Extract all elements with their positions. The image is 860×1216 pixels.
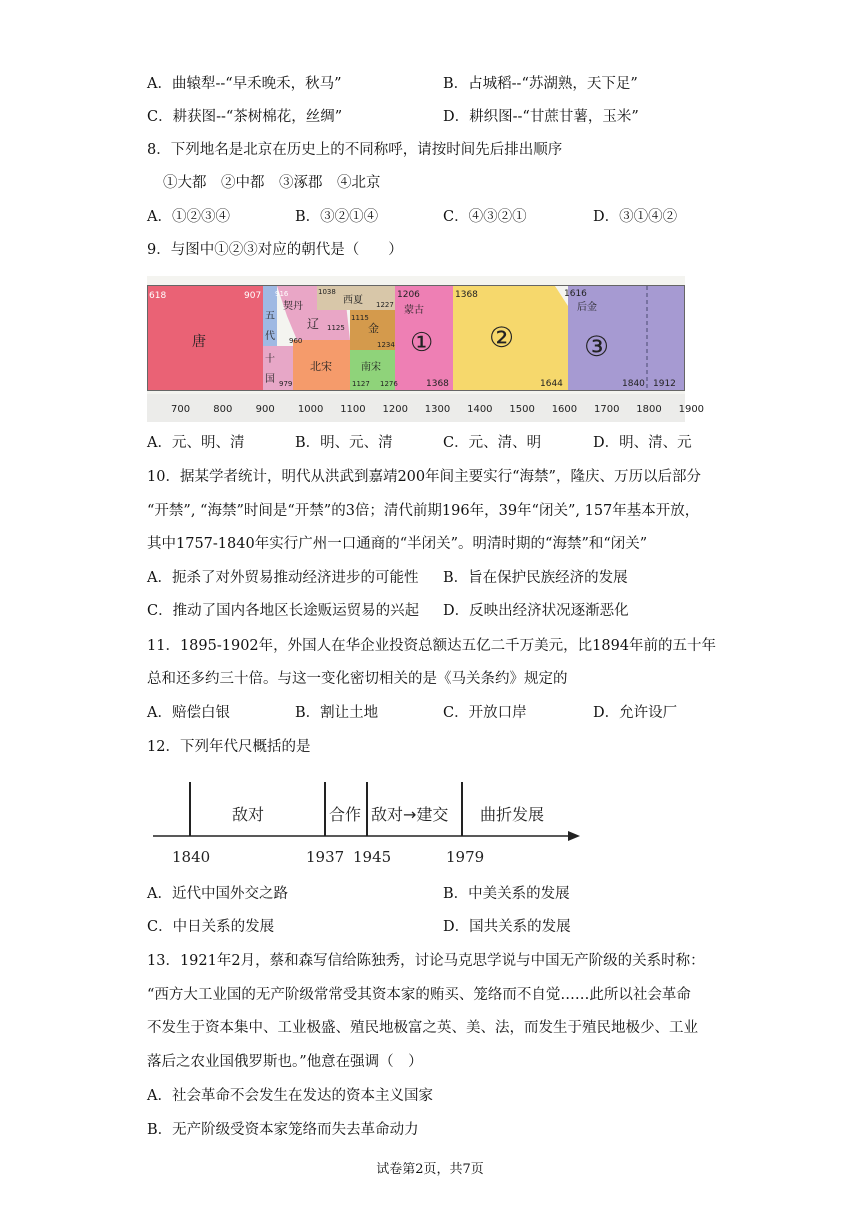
q12-stem: 12．下列年代尺概括的是 bbox=[147, 739, 311, 755]
year-1125: 1125 bbox=[327, 324, 345, 332]
q11-stem-line-1: 11．1895-1902年，外国人在华企业投资总额达五亿二千万美元，比1894年前的五十年 bbox=[147, 638, 717, 654]
year-1115: 1115 bbox=[351, 314, 369, 322]
q8-option-c: C．④③②① bbox=[443, 209, 527, 225]
period-2-label: 合作 bbox=[329, 805, 362, 824]
axis-tick-1100: 1100 bbox=[340, 404, 366, 415]
dynasty-timeline-figure bbox=[147, 276, 705, 422]
axis-tick-700: 700 bbox=[171, 404, 191, 415]
q9-option-a: A．元、明、清 bbox=[147, 435, 245, 451]
q13-stem-line-3: 不发生于资本集中、工业极盛、殖民地极富之英、美、法，而发生于殖民地极少、工业 bbox=[147, 1020, 698, 1036]
q11-stem-line-2: 总和还多约三十倍。与这一变化密切相关的是《马关条约》规定的 bbox=[147, 671, 568, 687]
q12-option-a: A．近代中国外交之路 bbox=[147, 886, 288, 902]
year-960: 960 bbox=[289, 337, 303, 345]
year-1368-b: 1368 bbox=[455, 290, 478, 300]
page-footer: 试卷第2页，共7页 bbox=[376, 1162, 484, 1177]
year-1840-label: 1840 bbox=[172, 848, 211, 866]
year-1979-label: 1979 bbox=[446, 848, 485, 866]
label-circle-3: ③ bbox=[584, 330, 610, 363]
q8-stem: 8．下列地名是北京在历史上的不同称呼，请按时间先后排出顺序 bbox=[147, 142, 563, 158]
axis-tick-1500: 1500 bbox=[509, 404, 535, 415]
axis-tick-1700: 1700 bbox=[594, 404, 620, 415]
q9-option-b: B．明、元、清 bbox=[295, 435, 393, 451]
year-979: 979 bbox=[279, 380, 293, 388]
axis-tick-1000: 1000 bbox=[297, 404, 324, 415]
period-3-label: 敌对→建交 bbox=[371, 805, 449, 824]
q10-option-b: B．旨在保护民族经济的发展 bbox=[443, 570, 628, 586]
label-jin: 金 bbox=[368, 322, 379, 335]
q11-option-d: D．允许设厂 bbox=[593, 705, 678, 721]
q7-option-a: A．曲辕犁--“早禾晚禾，秋马” bbox=[147, 76, 342, 92]
year-916: 916 bbox=[275, 290, 289, 298]
year-1840: 1840 bbox=[622, 379, 645, 389]
year-618: 618 bbox=[149, 291, 167, 301]
label-wudai-2: 代 bbox=[265, 331, 275, 342]
period-1-label: 敌对 bbox=[232, 805, 265, 824]
label-shiguo-2: 国 bbox=[265, 374, 275, 385]
year-1644: 1644 bbox=[540, 379, 563, 389]
year-1912: 1912 bbox=[653, 379, 676, 389]
q9-option-c: C．元、清、明 bbox=[443, 435, 542, 451]
q8-option-d: D．③①④② bbox=[593, 209, 678, 225]
q13-option-b: B．无产阶级受资本家笼络而失去革命动力 bbox=[147, 1122, 419, 1138]
q8-option-b: B．③②①④ bbox=[295, 209, 379, 225]
axis-tick-800: 800 bbox=[213, 404, 233, 415]
axis-tick-1600: 1600 bbox=[551, 404, 578, 415]
q7-option-c: C．耕获图--“茶树棉花，丝绸” bbox=[147, 109, 343, 125]
year-1276: 1276 bbox=[380, 380, 398, 388]
q13-stem-line-2: “西方大工业国的无产阶级常常受其资本家的贿买、笼络而不自觉……此所以社会革命 bbox=[147, 987, 691, 1003]
q10-stem-line-1: 10．据某学者统计，明代从洪武到嘉靖200年间主要实行“海禁”，隆庆、万历以后部分 bbox=[147, 469, 701, 485]
axis-tick-900: 900 bbox=[255, 404, 275, 415]
axis-tick-1200: 1200 bbox=[382, 404, 408, 415]
q13-stem-line-4: 落后之农业国俄罗斯也。”他意在强调（ ） bbox=[147, 1054, 423, 1070]
label-menggu: 蒙古 bbox=[404, 305, 424, 316]
label-circle-1: ① bbox=[410, 328, 434, 358]
label-nansong: 南宋 bbox=[361, 362, 381, 373]
year-1616: 1616 bbox=[564, 289, 587, 299]
label-tang: 唐 bbox=[192, 334, 206, 350]
year-1368-a: 1368 bbox=[426, 379, 449, 389]
label-beisong: 北宋 bbox=[310, 360, 332, 373]
axis-tick-1900: 1900 bbox=[678, 404, 705, 415]
q13-option-a: A．社会革命不会发生在发达的资本主义国家 bbox=[147, 1088, 433, 1104]
q10-stem-line-2: “开禁”, “海禁”时间是“开禁”的3倍；清代前期196年，39年“闭关”, 157年基本开放， bbox=[147, 503, 700, 519]
q10-option-d: D．反映出经济状况逐渐恶化 bbox=[443, 603, 629, 619]
label-xixia: 西夏 bbox=[343, 295, 363, 306]
year-1945-label: 1945 bbox=[353, 848, 392, 866]
year-1227: 1227 bbox=[376, 301, 394, 309]
label-qidan: 契丹 bbox=[283, 301, 303, 312]
q12-option-d: D．国共关系的发展 bbox=[443, 919, 571, 935]
year-1038: 1038 bbox=[318, 288, 336, 296]
q12-option-c: C．中日关系的发展 bbox=[147, 919, 275, 935]
q13-stem-line-1: 13．1921年2月，蔡和森写信给陈独秀，讨论马克思学说与中国无产阶级的关系时称： bbox=[147, 953, 705, 969]
year-1127: 1127 bbox=[352, 380, 370, 388]
label-houjin: 后金 bbox=[577, 302, 597, 313]
q11-option-c: C．开放口岸 bbox=[443, 705, 527, 721]
label-circle-2: ② bbox=[489, 321, 515, 354]
q9-stem: 9．与图中①②③对应的朝代是（ ） bbox=[147, 242, 403, 258]
year-1937-label: 1937 bbox=[306, 848, 345, 866]
year-1234: 1234 bbox=[377, 341, 395, 349]
q10-stem-line-3: 其中1757-1840年实行广州一口通商的“半闭关”。明清时期的“海禁”和“闭关” bbox=[147, 536, 648, 552]
q11-option-b: B．割让土地 bbox=[295, 705, 379, 721]
year-907: 907 bbox=[244, 291, 262, 301]
label-liao: 辽 bbox=[307, 317, 320, 331]
axis-tick-1800: 1800 bbox=[636, 404, 662, 415]
label-wudai-1: 五 bbox=[265, 311, 275, 322]
q8-option-a: A．①②③④ bbox=[147, 209, 230, 225]
year-1206: 1206 bbox=[397, 290, 420, 300]
q9-option-d: D．明、清、元 bbox=[593, 435, 692, 451]
q12-option-b: B．中美关系的发展 bbox=[443, 886, 570, 902]
q7-option-d: D．耕织图--“甘蔗甘薯，玉米” bbox=[443, 109, 639, 125]
q7-option-b: B．占城稻--“苏湖熟，天下足” bbox=[443, 76, 638, 92]
label-shiguo-1: 十 bbox=[265, 354, 275, 365]
q10-option-c: C．推动了国内各地区长途贩运贸易的兴起 bbox=[147, 603, 420, 619]
period-4-label: 曲折发展 bbox=[480, 805, 545, 824]
axis-tick-1400: 1400 bbox=[467, 404, 493, 415]
q10-option-a: A．扼杀了对外贸易推动经济进步的可能性 bbox=[147, 570, 419, 586]
q8-items: ①大都 ②中都 ③涿郡 ④北京 bbox=[163, 175, 381, 191]
relations-timeline-figure bbox=[150, 776, 580, 868]
q11-option-a: A．赔偿白银 bbox=[147, 705, 230, 721]
axis-tick-1300: 1300 bbox=[424, 404, 451, 415]
